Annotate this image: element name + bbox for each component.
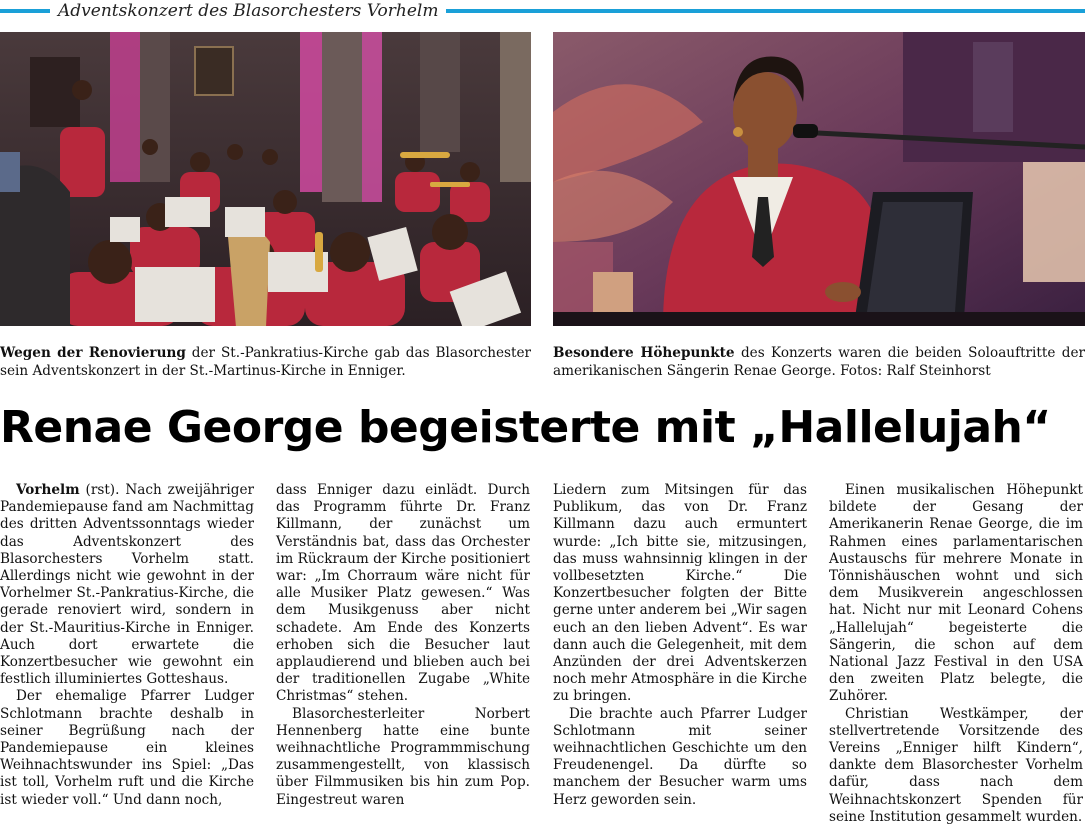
photo-orchestra [0,32,531,326]
article-paragraph: Christian Westkämper, der stellvertretende Vorsitzende des Vereins „Enniger hilft Kindern“, dankte dem Blasorchester Vorhelm dafür, dass nach dem Weihnachtskonzert Spenden für seine Institution gesammelt wurden. [829,705,1083,825]
article-paragraph: Blasorchesterleiter Norbert Hennenberg hatte eine bunte weihnachtliche Programmmischung zusammengestellt, von klassisch über Filmmusiken bis hin zum Pop. Eingestreut waren [276,705,530,808]
photo-caption-right [553,344,1085,380]
photo-caption-left [0,344,531,380]
caption-right-body: des Konzerts waren die beiden Soloauftritte der amerikanischen Sängerin Renae George. Fotos: Ralf Steinhorst [553,345,1085,379]
article-headline: Renae George begeisterte mit „Hallelujah“ [0,402,1051,453]
photo-singer [553,32,1085,326]
caption-right-lead: Besondere Höhepunkte [553,345,735,361]
article-paragraph: Der ehemalige Pfarrer Ludger Schlotmann brachte deshalb in seiner Begrüßung nach der Pandemiepause ein kleines Weihnachtswunder ins Spiel: „Das ist toll, Vorhelm ruft und die Kirche ist wieder voll.“ Und dann noch, [0,688,254,808]
article-paragraph: Einen musikalischen Höhepunkt bildete der Gesang der Amerikanerin Renae George, die im Rahmen eines parlamentarischen Austauschs für mehrere Monate in Tönnishäuschen wohnt und sich dem Musikverein angeschlossen hat. Nicht nur mit Leonard Cohens „Hallelujah“ begeisterte die Sängerin, die schon auf dem National Jazz Festival in den USA den zweiten Platz belegte, die Zuhörer. [829,482,1083,705]
article-column-1 [0,482,254,809]
article-paragraph [0,482,254,688]
article-paragraph: dass Enniger dazu einlädt. Durch das Programm führte Dr. Franz Killmann, der zunächst um Verständnis bat, dass das Orchester im Rückraum der Kirche positioniert war: „Im Chorraum wäre nicht für alle Musiker Platz gewesen.“ Was dem Musikgenuss aber nicht schadete. Am Ende des Konzerts erhoben sich die Besucher laut applaudierend und blieben auch bei der traditionellen Zugabe „White Christmas“ stehen. [276,482,530,705]
article-paragraph-text: (rst). Nach zweijähriger Pandemiepause fand am Nachmittag des dritten Adventssonntags wieder das Adventskonzert des Blasorchesters Vorhelm statt. Allerdings nicht wie gewohnt in der Vorhelmer St.-Pankratius-Kirche, die gerade renoviert wird, sondern in der St.-Mauritius-Kirche in Enniger. Auch dort erwartete die Konzertbesucher wie gewohnt ein festlich illuminiertes Gotteshaus. [0,482,254,688]
kicker-title: Adventskonzert des Blasorchesters Vorhelm [58,1,439,21]
article-column-4 [829,482,1083,826]
caption-left-body: der St.-Pankratius-Kirche gab das Blasorchester sein Adventskonzert in der St.-Martinus-Kirche in Enniger. [0,345,531,379]
caption-left-lead: Wegen der Renovierung [0,345,186,361]
kicker-rule-right [446,9,1085,13]
article-dateline: Vorhelm [16,482,80,498]
section-kicker [0,0,1085,22]
kicker-rule-left [0,9,50,13]
article-column-3 [553,482,807,809]
article-paragraph: Liedern zum Mitsingen für das Publikum, das von Dr. Franz Killmann dazu auch ermuntert wurde: „Ich bitte sie, mitzusingen, das muss wahnsinnig klingen in der vollbesetzten Kirche.“ Die Konzertbesucher folgten der Bitte gerne unter anderem bei „Wir sagen euch an den lieben Advent“. Es war dann auch die Gelegenheit, mit dem Anzünden der drei Adventskerzen noch mehr Atmosphäre in die Kirche zu bringen. [553,482,807,705]
article-paragraph: Die brachte auch Pfarrer Ludger Schlotmann mit seiner weihnachtlichen Geschichte um den Freudenengel. Da dürfte so manchem der Besucher warm ums Herz geworden sein. [553,705,807,808]
article-column-2 [276,482,530,809]
